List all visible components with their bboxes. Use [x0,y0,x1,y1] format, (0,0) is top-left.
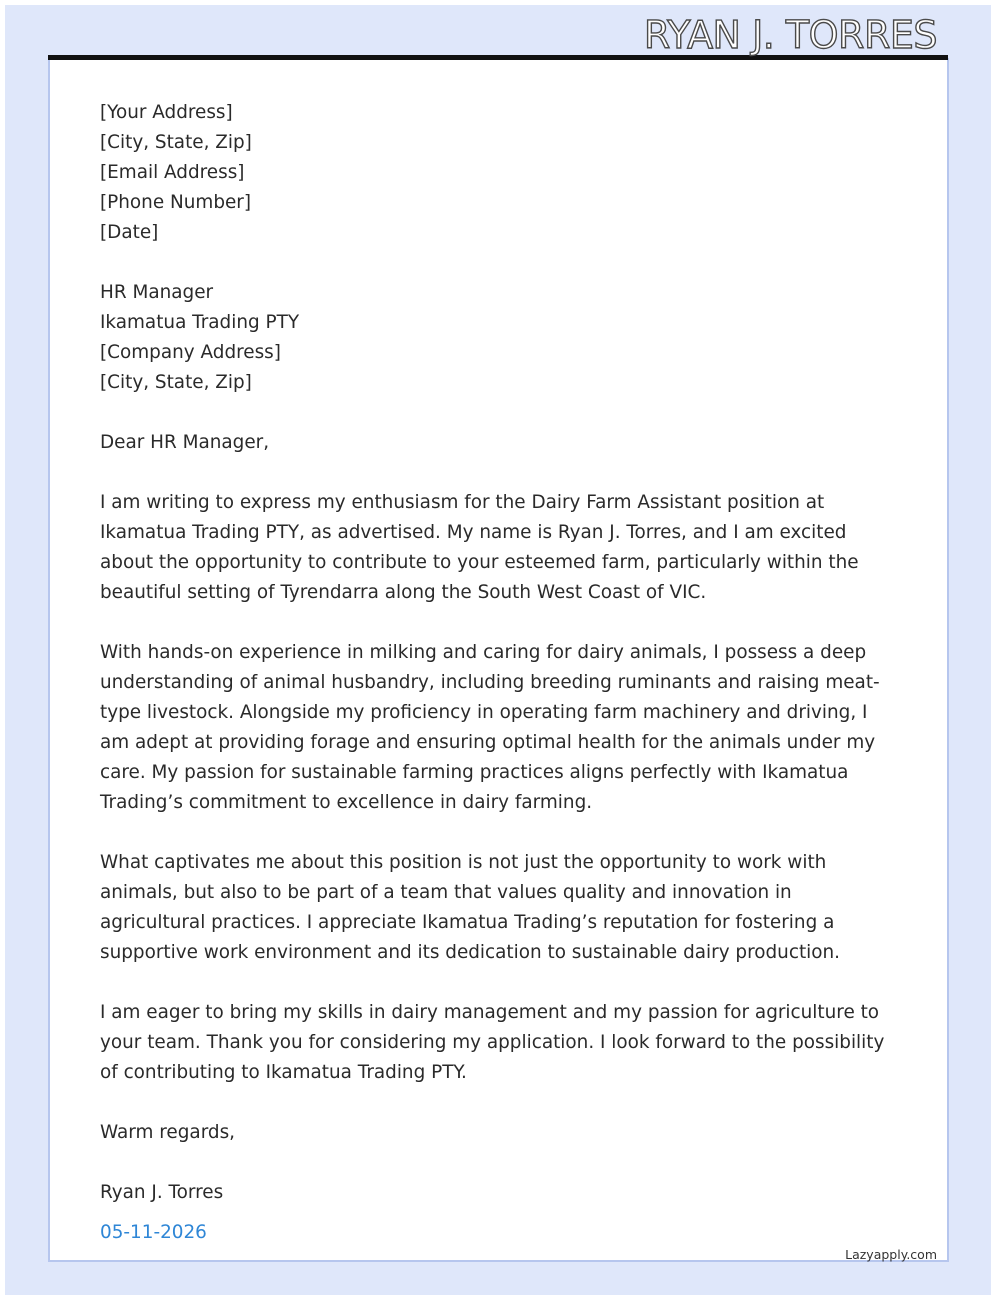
salutation: Dear HR Manager, [100,432,270,453]
sender-phone: [Phone Number] [100,192,252,213]
sender-city-state-zip: [City, State, Zip] [100,132,252,153]
recipient-block [100,278,900,398]
body-paragraph: I am eager to bring my skills in dairy management and my passion for agriculture to your team. Thank you for considering my application. I look forward to the possibility of contributing to Ikamatua Trading PTY. [100,1002,885,1083]
sender-date: [Date] [100,222,159,243]
body-paragraph: What captivates me about this position is not just the opportunity to work with animals, but also to be part of a team that values quality and innovation in agricultural practices. I appreciate Ikamatua Trading’s reputation for fostering a supportive work environment and its dedication to sustainable dairy production. [100,852,841,963]
sender-block [100,98,900,248]
brand-watermark: Lazyapply.com [845,1247,937,1262]
body-paragraph: With hands-on experience in milking and caring for dairy animals, I possess a deep understanding of animal husbandry, including breeding ruminants and raising meat-type livestock. Alongside my proficiency in operating farm machinery and driving, I am adept at providing forage and ensuring optimal health for the animals under my care. My passion for sustainable farming practices aligns perfectly with Ikamatua Trading’s commitment to excellence in dairy farming. [100,642,880,813]
sender-email: [Email Address] [100,162,245,183]
footer-date: 05-11-2026 [100,1222,207,1243]
body-paragraph: I am writing to express my enthusiasm for the Dairy Farm Assistant position at Ikamatua Trading PTY, as advertised. My name is Ryan J. Torres, and I am excited about the opportunity to contribute to your esteemed farm, particularly within the beautiful setting of Tyrendarra along the South West Coast of VIC. [100,492,859,603]
recipient-company: Ikamatua Trading PTY [100,312,300,333]
recipient-address: [Company Address] [100,342,281,363]
signature: Ryan J. Torres [100,1182,224,1203]
sender-address: [Your Address] [100,102,233,123]
closing: Warm regards, [100,1122,236,1143]
candidate-name-heading: RYAN J. TORRES [643,13,937,57]
recipient-city-state-zip: [City, State, Zip] [100,372,252,393]
recipient-title: HR Manager [100,282,214,303]
letter-body [100,98,900,1208]
